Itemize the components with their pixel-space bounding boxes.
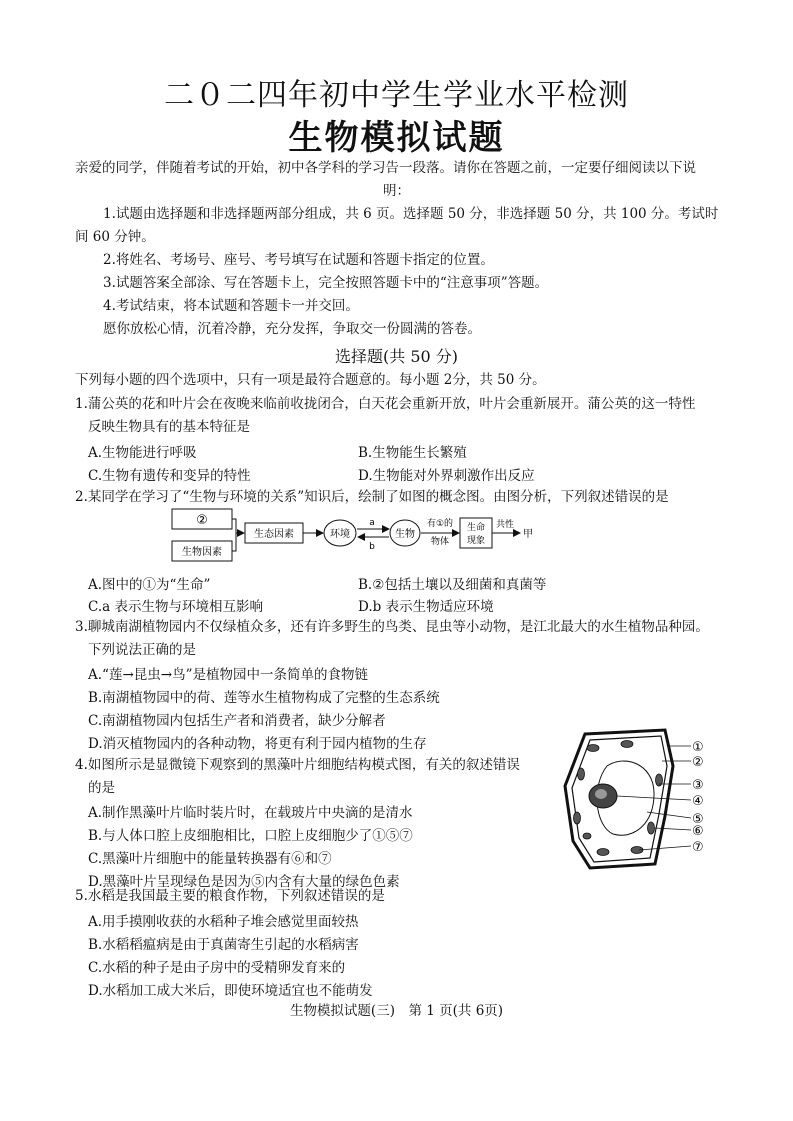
q4-cell-diagram <box>555 726 720 876</box>
q2-option-d: D.b 表示生物适应环境 <box>358 599 494 615</box>
q4-option-d: D.黑藻叶片呈现绿色是因为⑤内含有大量的绿色色素 <box>88 874 400 890</box>
intro-note-3: 3.试题答案全部涂、写在答题卡上，完全按照答题卡中的“注意事项”答题。 <box>103 275 549 291</box>
has-1-label-top: 有①的 <box>426 519 454 529</box>
intro-note-1: 1.试题由选择题和非选择题两部分组成，共 6 页。选择题 50 分，非选择题 50 分，共 100 分。考试时 <box>103 206 719 222</box>
leader-line <box>639 846 691 850</box>
q5-stem: 5.水稻是我国最主要的粮食作物，下列叙述错误的是 <box>75 888 385 904</box>
chloroplast <box>621 741 633 748</box>
cell-label-4: ④ <box>692 794 704 809</box>
q5-option-d: D.水稻加工成大米后，即使环境适宜也不能萌发 <box>88 983 373 999</box>
q5-option-c: C.水稻的种子是由子房中的受精卵发育来的 <box>88 960 346 976</box>
chloroplast <box>597 849 609 856</box>
q4-option-c: C.黑藻叶片细胞中的能量转换器有⑥和⑦ <box>88 851 332 867</box>
brace-line <box>232 519 236 551</box>
intro-note-1-cont: 间 60 分钟。 <box>75 229 155 245</box>
page-footer: 生物模拟试题(三) 第 1 页(共 6页) <box>289 1003 504 1019</box>
q2-stem: 2.某同学在学习了“生物与环境的关系”知识后，绘制了如图的概念图。由图分析，下列叙述错误的是 <box>75 489 669 505</box>
box-eco-factor-label: 生态因素 <box>254 529 294 540</box>
box-2-label: ② <box>196 513 208 528</box>
circle-life-label: 生物 <box>395 529 415 540</box>
intro-wish: 愿你放松心情，沉着冷静，充分发挥，争取交一份圆满的答卷。 <box>103 321 481 337</box>
common-label: 共性 <box>495 520 515 530</box>
chloroplast <box>574 812 581 824</box>
intro-note-2: 2.将姓名、考场号、座号、考号填写在试题和答题卡指定的位置。 <box>103 252 494 268</box>
cell-labels <box>692 740 704 855</box>
q1-option-b: B.生物能生长繁殖 <box>358 445 467 461</box>
cell-label-7: ⑦ <box>692 840 704 855</box>
q4-option-a: A.制作黑藻叶片临时装片时，在载玻片中央滴的是清水 <box>88 805 413 821</box>
cell-label-5: ⑤ <box>692 812 704 827</box>
q3-stem: 3.聊城南湖植物园内不仅绿植众多，还有许多野生的鸟类、昆虫等小动物，是江北最大的水生植物品种园。 <box>75 619 709 635</box>
q1-stem-cont: 反映生物具有的基本特征是 <box>88 419 250 435</box>
chloroplast <box>587 745 599 752</box>
chloroplast <box>578 768 585 780</box>
arrow-a-label: a <box>369 518 375 528</box>
section-instruction: 下列每小题的四个选项中，只有一项是最符合题意的。每小题 2分，共 50 分。 <box>75 372 546 388</box>
intro-greeting: 亲爱的同学，伴随着考试的开始，初中各学科的学习告一段落。请你在答题之前，一定要仔细阅读以下说 <box>75 160 696 176</box>
has-1-label-bottom: 物体 <box>430 537 450 547</box>
q1-option-c: C.生物有遗传和变异的特性 <box>88 468 251 484</box>
leader-line <box>647 812 691 818</box>
jia-label: 甲 <box>523 529 533 540</box>
q3-option-d: D.消灭植物园内的各种动物，将更有利于园内植物的生存 <box>88 736 427 752</box>
cell-label-3: ③ <box>692 778 704 793</box>
q1-stem: 1.蒲公英的花和叶片会在夜晚来临前收拢闭合，白天花会重新开放，叶片会重新展开。蒲公英的这一特性 <box>75 396 696 412</box>
page-title-line2: 生物模拟试题 <box>288 118 505 158</box>
q2-option-a: A.图中的①为“生命” <box>88 577 211 593</box>
section-title: 选择题(共 50 分) <box>334 347 459 366</box>
nucleolus <box>595 789 607 799</box>
q3-stem-cont: 下列说法正确的是 <box>88 642 196 658</box>
q4-stem: 4.如图所示是显微镜下观察到的黑藻叶片细胞结构模式图，有关的叙述错误 <box>75 757 520 773</box>
cell-label-1: ① <box>692 740 704 755</box>
q3-option-c: C.南湖植物园内包括生产者和消费者，缺少分解者 <box>88 713 386 729</box>
q2-option-c: C.a 表示生物与环境相互影响 <box>88 599 263 615</box>
q5-option-b: B.水稻稻瘟病是由于真菌寄生引起的水稻病害 <box>88 937 359 953</box>
q4-option-b: B.与人体口腔上皮细胞相比，口腔上皮细胞少了①⑤⑦ <box>88 828 413 844</box>
chloroplast <box>583 833 591 839</box>
circle-env-label: 环境 <box>330 529 350 540</box>
box-life-phenomena-top: 生命 <box>466 523 486 533</box>
chloroplast <box>648 822 655 834</box>
q3-option-b: B.南湖植物园中的荷、莲等水生植物构成了完整的生态系统 <box>88 690 440 706</box>
q1-option-a: A.生物能进行呼吸 <box>88 445 197 461</box>
box-life-phenomena-bottom: 现象 <box>466 536 486 546</box>
intro-note-4: 4.考试结束，将本试题和答题卡一并交回。 <box>103 298 359 314</box>
leader-line <box>655 828 691 830</box>
arrow-b-label: b <box>369 542 375 552</box>
cell-label-2: ② <box>692 755 704 770</box>
q3-option-a: A.“莲→昆虫→鸟”是植物园中一条简单的食物链 <box>88 667 368 683</box>
q2-option-b: B.②包括土壤以及细菌和真菌等 <box>358 577 547 593</box>
q5-option-a: A.用手摸刚收获的水稻种子堆会感觉里面较热 <box>88 914 359 930</box>
page-title-line1: 二０二四年初中学生学业水平检测 <box>164 78 629 113</box>
cell-label-6: ⑥ <box>692 824 704 839</box>
intro-greeting-cont: 明： <box>383 183 410 199</box>
box-bio-factor-label: 生物因素 <box>182 547 222 558</box>
q1-option-d: D.生物能对外界刺激作出反应 <box>358 468 535 484</box>
q2-concept-diagram <box>160 505 560 567</box>
q4-stem-cont: 的是 <box>88 780 115 796</box>
